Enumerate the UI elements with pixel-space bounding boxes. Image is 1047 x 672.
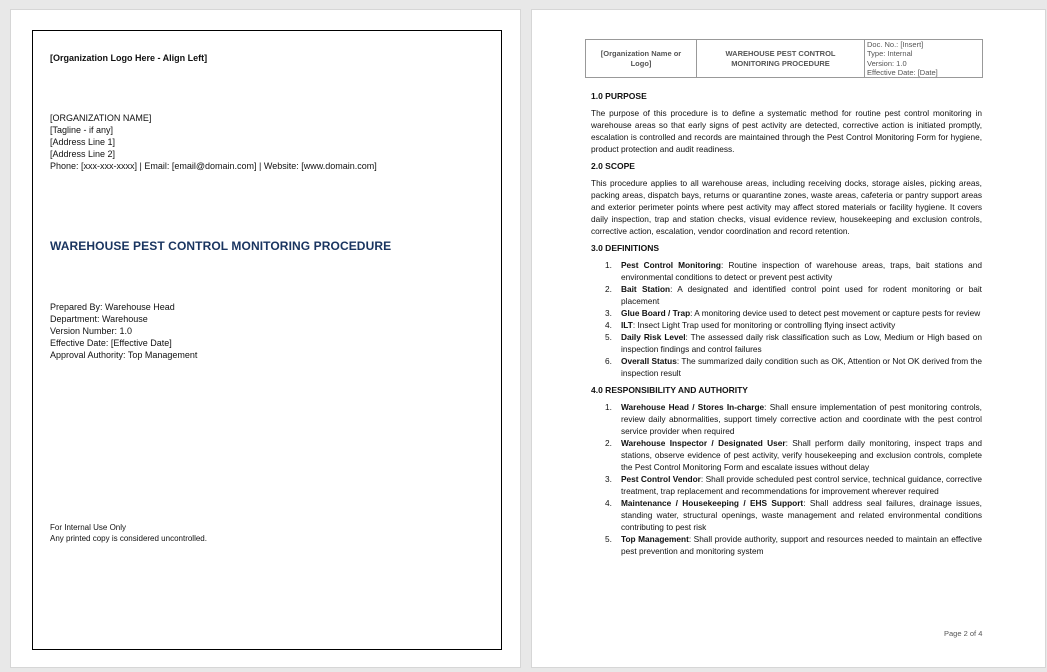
org-name: [ORGANIZATION NAME]	[50, 113, 152, 123]
version-number: Version Number: 1.0	[50, 326, 133, 336]
header-title-line-2: MONITORING PROCEDURE	[731, 58, 830, 68]
page-number: Page 2 of 4	[944, 629, 983, 638]
document-body	[591, 90, 982, 562]
definitions-heading: 3.0 DEFINITIONS	[591, 243, 660, 253]
list-item: 4. ILT: Insect Light Trap used for monitoring or controlling flying insect activity	[605, 320, 896, 330]
list-item: 5. Daily Risk Level: The assessed daily risk classification such as Low, Medium or High based on inspection findings and control failures	[605, 332, 982, 354]
list-item: 6. Overall Status: The summarized daily condition such as OK, Attention or Not OK derived from the inspection result	[605, 356, 982, 378]
header-effective-date: Effective Date: [Date]	[867, 67, 938, 77]
list-item: 1. Pest Control Monitoring: Routine inspection of warehouse areas, traps, bait stations and environmental conditions to detect or prevent pest activity	[605, 260, 982, 282]
organization-info	[50, 112, 377, 172]
list-item: 1. Warehouse Head / Stores In-charge: Shall ensure implementation of pest monitoring controls, review daily abnormalities, support timely corrective action and coordinate with the pest control service provider when required	[605, 402, 982, 436]
contact-line: Phone: [xxx-xxx-xxxx] | Email: [email@domain.com] | Website: [www.domain.com]	[50, 161, 377, 171]
header-version: Version: 1.0	[867, 58, 907, 68]
responsibility-list	[591, 401, 982, 557]
purpose-heading: 1.0 PURPOSE	[591, 91, 647, 101]
page-header-table	[585, 39, 983, 78]
header-org-line-1: [Organization Name or	[600, 48, 682, 58]
prepared-by: Prepared By: Warehouse Head	[50, 302, 175, 312]
document-info-block	[50, 301, 197, 361]
header-type: Type: Internal	[867, 49, 913, 59]
purpose-text: The purpose of this procedure is to define a systematic method for routine pest control monitoring in warehouse areas so that early signs of pest activity are detected, corrective action is initiated promptly, escalation is controlled and records are maintained through the Pest Control Monitoring Form for hygiene, product protection and audit readiness.	[591, 108, 982, 154]
content-page	[531, 9, 1046, 668]
scope-text: This procedure applies to all warehouse areas, including receiving docks, storage aisles, picking areas, packing areas, dispatch bays, returns or quarantine zones, waste areas, cafeteria or pantry support areas and exterior perimeter points where pest activity may affect stored materials or facility hygiene. It covers daily inspection, trap and station checks, visual evidence review, housekeeping and exclusion controls, corrective action, escalation, vendor coordination and record retention.	[591, 178, 982, 236]
internal-use-note: For Internal Use Only	[50, 523, 127, 532]
logo-placeholder: [Organization Logo Here - Align Left]	[50, 53, 208, 63]
header-org-cell	[586, 40, 697, 78]
effective-date: Effective Date: [Effective Date]	[50, 338, 172, 348]
list-item: 2. Warehouse Inspector / Designated User: Shall perform daily monitoring, inspect traps and stations, observe evidence of pest activity, verify housekeeping and exclusion controls, complete the Pest Control Monitoring Form and escalate issues without delay	[605, 438, 982, 472]
uncontrolled-copy-note: Any printed copy is considered uncontrolled.	[50, 533, 207, 543]
scope-heading: 2.0 SCOPE	[591, 161, 635, 171]
document-title: WAREHOUSE PEST CONTROL MONITORING PROCEDURE	[50, 239, 392, 253]
list-item: 4. Maintenance / Housekeeping / EHS Support: Shall address seal failures, drainage issues, standing water, structural openings, waste management and related environmental conditions contributing to pest risk	[605, 498, 982, 532]
list-item: 3. Glue Board / Trap: A monitoring device used to detect pest movement or capture pests for review	[605, 308, 981, 318]
address-line-1: [Address Line 1]	[50, 137, 116, 147]
header-meta-cell	[865, 40, 983, 78]
header-title-line-1: WAREHOUSE PEST CONTROL	[725, 48, 836, 58]
list-item: 3. Pest Control Vendor: Shall provide scheduled pest control service, technical guidance, corrective treatment, trap replacement and recommendations for improvement wherever required	[605, 474, 982, 496]
responsibility-heading: 4.0 RESPONSIBILITY AND AUTHORITY	[591, 385, 748, 395]
definitions-list	[591, 259, 982, 379]
list-item: 2. Bait Station: A designated and identified control point used for rodent monitoring or bait placement	[605, 284, 982, 306]
cover-page	[10, 9, 521, 668]
org-tagline: [Tagline - if any]	[50, 125, 114, 135]
header-title-cell	[697, 40, 865, 78]
approval-authority: Approval Authority: Top Management	[50, 350, 198, 360]
header-doc-no: Doc. No.: [Insert]	[867, 40, 924, 50]
address-line-2: [Address Line 2]	[50, 149, 116, 159]
department: Department: Warehouse	[50, 314, 148, 324]
list-item: 5. Top Management: Shall provide authority, support and resources needed to maintain an effective pest prevention and monitoring system	[605, 534, 982, 556]
cover-footer-note	[50, 523, 207, 544]
header-org-line-2: Logo]	[630, 58, 652, 68]
